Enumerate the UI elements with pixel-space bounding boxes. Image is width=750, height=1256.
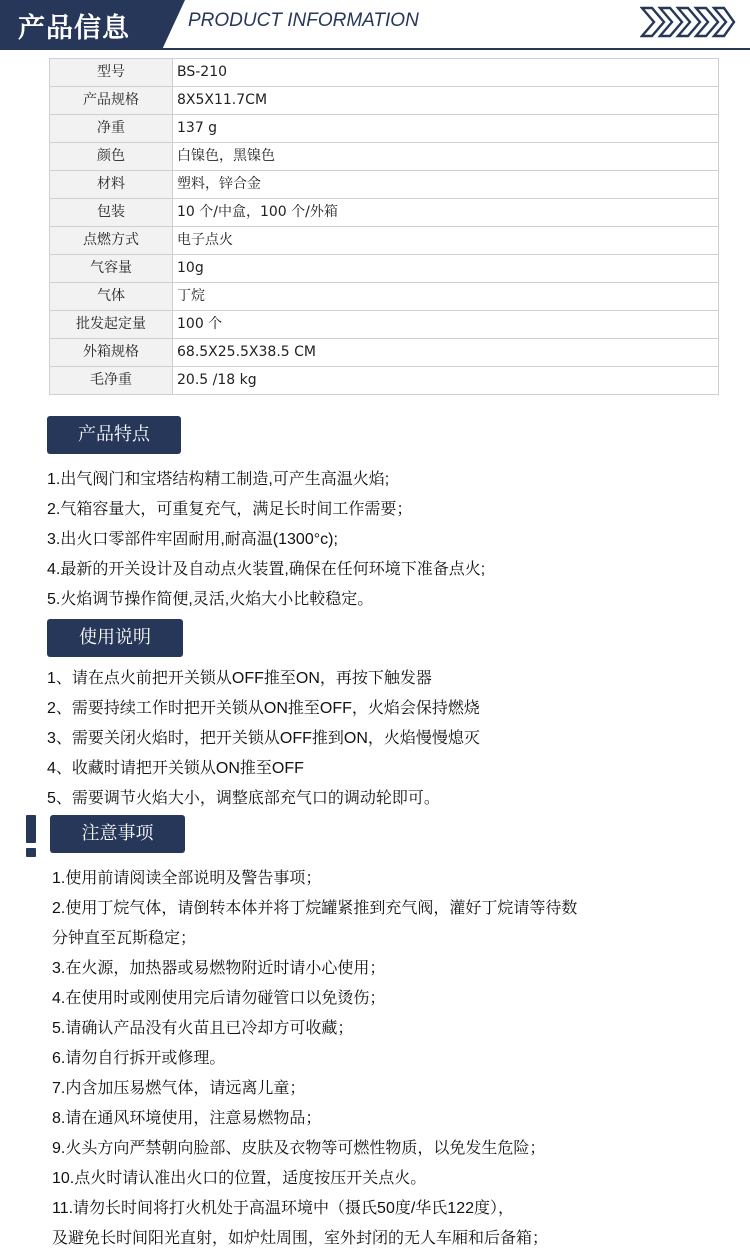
spec-row bbox=[50, 59, 719, 87]
spec-label: 毛净重 bbox=[50, 367, 173, 395]
spec-value: 白镍色，黑镍色 bbox=[173, 143, 719, 171]
spec-label: 点燃方式 bbox=[50, 227, 173, 255]
note-item: 2.使用丁烷气体，请倒转本体并将丁烷罐紧推到充气阀，灌好丁烷请等待数 bbox=[52, 900, 578, 917]
header-title-zh: 产品信息 bbox=[18, 13, 130, 44]
usage-item: 5、需要调节火焰大小，调整底部充气口的调动轮即可。 bbox=[47, 790, 440, 807]
usage-item: 4、收藏时请把开关锁从ON推至OFF bbox=[47, 760, 304, 777]
chevrons-icon bbox=[640, 6, 736, 38]
spec-value: 100 个 bbox=[173, 311, 719, 339]
spec-label: 颜色 bbox=[50, 143, 173, 171]
feature-item: 1.出气阀门和宝塔结构精工制造,可产生高温火焰; bbox=[47, 471, 390, 488]
spec-row bbox=[50, 143, 719, 171]
usage-item: 3、需要关闭火焰时，把开关锁从OFF推到ON，火焰慢慢熄灭 bbox=[47, 730, 480, 747]
usage-item: 2、需要持续工作时把开关锁从ON推至OFF，火焰会保持燃烧 bbox=[47, 700, 480, 717]
note-item: 9.火头方向严禁朝向脸部、皮肤及衣物等可燃性物质，以免发生危险； bbox=[52, 1140, 546, 1157]
spec-row bbox=[50, 199, 719, 227]
note-item: 7.内含加压易燃气体，请远离儿童； bbox=[52, 1080, 306, 1097]
feature-item: 2.气箱容量大，可重复充气，满足长时间工作需要； bbox=[47, 501, 413, 518]
spec-value: 68.5X25.5X38.5 CM bbox=[173, 339, 719, 367]
spec-label: 材料 bbox=[50, 171, 173, 199]
spec-label: 气容量 bbox=[50, 255, 173, 283]
usage-item: 1、请在点火前把开关锁从OFF推至ON，再按下触发器 bbox=[47, 670, 432, 687]
feature-item: 4.最新的开关设计及自动点火装置,确保在任何环境下准备点火; bbox=[47, 561, 486, 578]
page-header bbox=[0, 0, 750, 50]
note-item: 及避免长时间阳光直射，如炉灶周围，室外封闭的无人车厢和后备箱； bbox=[52, 1230, 549, 1247]
spec-value: 电子点火 bbox=[173, 227, 719, 255]
spec-value: BS-210 bbox=[173, 59, 719, 87]
note-item: 3.在火源，加热器或易燃物附近时请小心使用； bbox=[52, 960, 386, 977]
spec-value: 20.5 /18 kg bbox=[173, 367, 719, 395]
spec-table bbox=[49, 58, 719, 395]
spec-value: 10g bbox=[173, 255, 719, 283]
spec-row bbox=[50, 171, 719, 199]
spec-value: 塑料，锌合金 bbox=[173, 171, 719, 199]
header-title-en: PRODUCT INFORMATION bbox=[188, 10, 419, 31]
note-item: 5.请确认产品没有火苗且已冷却方可收藏； bbox=[52, 1020, 354, 1037]
notes-heading: 注意事项 bbox=[50, 815, 185, 853]
spec-label: 产品规格 bbox=[50, 87, 173, 115]
spec-row bbox=[50, 227, 719, 255]
spec-row bbox=[50, 87, 719, 115]
feature-item: 3.出火口零部件牢固耐用,耐高温(1300°c); bbox=[47, 531, 338, 548]
spec-row bbox=[50, 339, 719, 367]
spec-value: 137 g bbox=[173, 115, 719, 143]
spec-label: 批发起定量 bbox=[50, 311, 173, 339]
exclamation-icon bbox=[24, 815, 38, 857]
spec-value: 10 个/中盒，100 个/外箱 bbox=[173, 199, 719, 227]
note-item: 10.点火时请认准出火口的位置，适度按压开关点火。 bbox=[52, 1170, 427, 1187]
note-item: 11.请勿长时间将打火机处于高温环境中（摄氏50度/华氏122度）， bbox=[52, 1200, 514, 1217]
spec-row bbox=[50, 311, 719, 339]
note-item: 分钟直至瓦斯稳定； bbox=[52, 930, 197, 947]
note-item: 1.使用前请阅读全部说明及警告事项； bbox=[52, 870, 322, 887]
spec-label: 净重 bbox=[50, 115, 173, 143]
spec-row bbox=[50, 115, 719, 143]
note-item: 4.在使用时或刚使用完后请勿碰管口以免烫伤； bbox=[52, 990, 386, 1007]
spec-row bbox=[50, 283, 719, 311]
usage-heading: 使用说明 bbox=[47, 619, 183, 657]
spec-row bbox=[50, 255, 719, 283]
spec-label: 包装 bbox=[50, 199, 173, 227]
note-item: 6.请勿自行拆开或修理。 bbox=[52, 1050, 226, 1067]
spec-label: 外箱规格 bbox=[50, 339, 173, 367]
spec-value: 8X5X11.7CM bbox=[173, 87, 719, 115]
feature-item: 5.火焰调节操作简便,灵活,火焰大小比較稳定。 bbox=[47, 591, 374, 608]
spec-label: 气体 bbox=[50, 283, 173, 311]
features-heading: 产品特点 bbox=[47, 416, 181, 454]
note-item: 8.请在通风环境使用，注意易燃物品； bbox=[52, 1110, 322, 1127]
spec-row bbox=[50, 367, 719, 395]
spec-value: 丁烷 bbox=[173, 283, 719, 311]
spec-label: 型号 bbox=[50, 59, 173, 87]
